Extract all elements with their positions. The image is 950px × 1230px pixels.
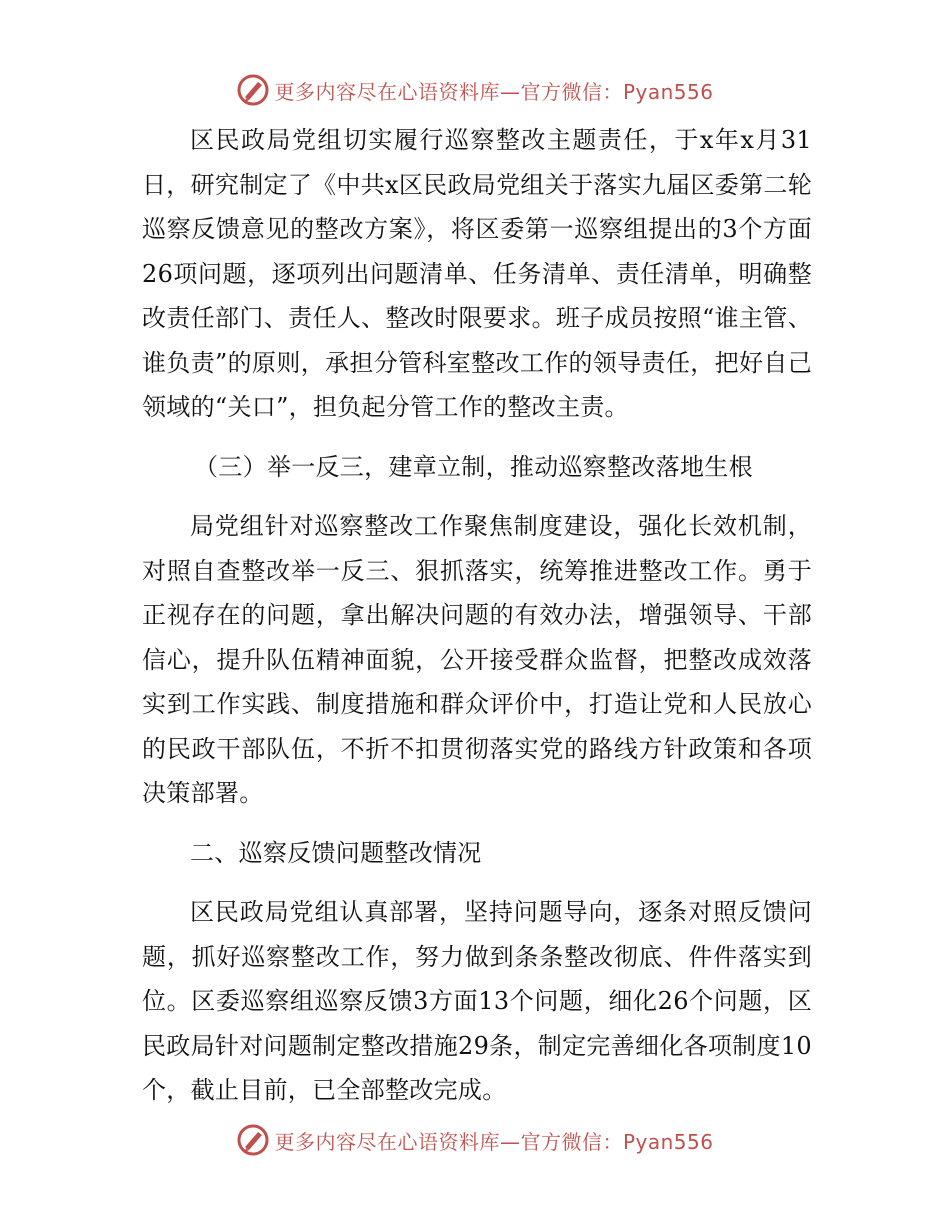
watermark-banner-bottom — [0, 1120, 950, 1160]
paragraph-responsibility: 区民政局党组切实履行巡察整改主题责任，于x年x月31日，研究制定了《中共x区民政局党组关于落实九届区委第二轮巡察反馈意见的整改方案》，将区委第一巡察组提出的3个方面26项问题，逐项列出问题清单、任务清单、责任清单，明确整改责任部门、责任人、整改时限要求。班子成员按照“谁主管、谁负责”的原则，承担分管科室整改工作的领导责任，把好自己领域的“关口”，担负起分管工作的整改主责。 — [142, 126, 812, 421]
section-heading-3: （三）举一反三，建章立制，推动巡察整改落地生根 — [194, 452, 753, 481]
watermark-text: 更多内容尽在心语资料库—官方微信：Pyan556 — [274, 1129, 714, 1154]
section-heading-2: 二、巡察反馈问题整改情况 — [190, 838, 482, 867]
logo-icon — [236, 1123, 270, 1157]
watermark-text: 更多内容尽在心语资料库—官方微信：Pyan556 — [274, 79, 714, 104]
logo-icon — [236, 73, 270, 107]
document-body — [142, 118, 812, 1113]
paragraph-system-building: 局党组针对巡察整改工作聚焦制度建设，强化长效机制，对照自查整改举一反三、狠抓落实，统筹推进整改工作。勇于正视存在的问题，拿出解决问题的有效办法，增强领导、干部信心，提升队伍精神面貌，公开接受群众监督，把整改成效落实到工作实践、制度措施和群众评价中，打造让党和人民放心的民政干部队伍，不折不扣贯彻落实党的路线方针政策和各项决策部署。 — [142, 512, 812, 807]
paragraph-rectification: 区民政局党组认真部署，坚持问题导向，逐条对照反馈问题，抓好巡察整改工作，努力做到条条整改彻底、件件落实到位。区委巡察组巡察反馈3方面13个问题，细化26个问题，区民政局针对问题制定整改措施29条，制定完善细化各项制度10个，截止目前，已全部整改完成。 — [142, 898, 812, 1104]
watermark-banner-top — [0, 70, 950, 110]
